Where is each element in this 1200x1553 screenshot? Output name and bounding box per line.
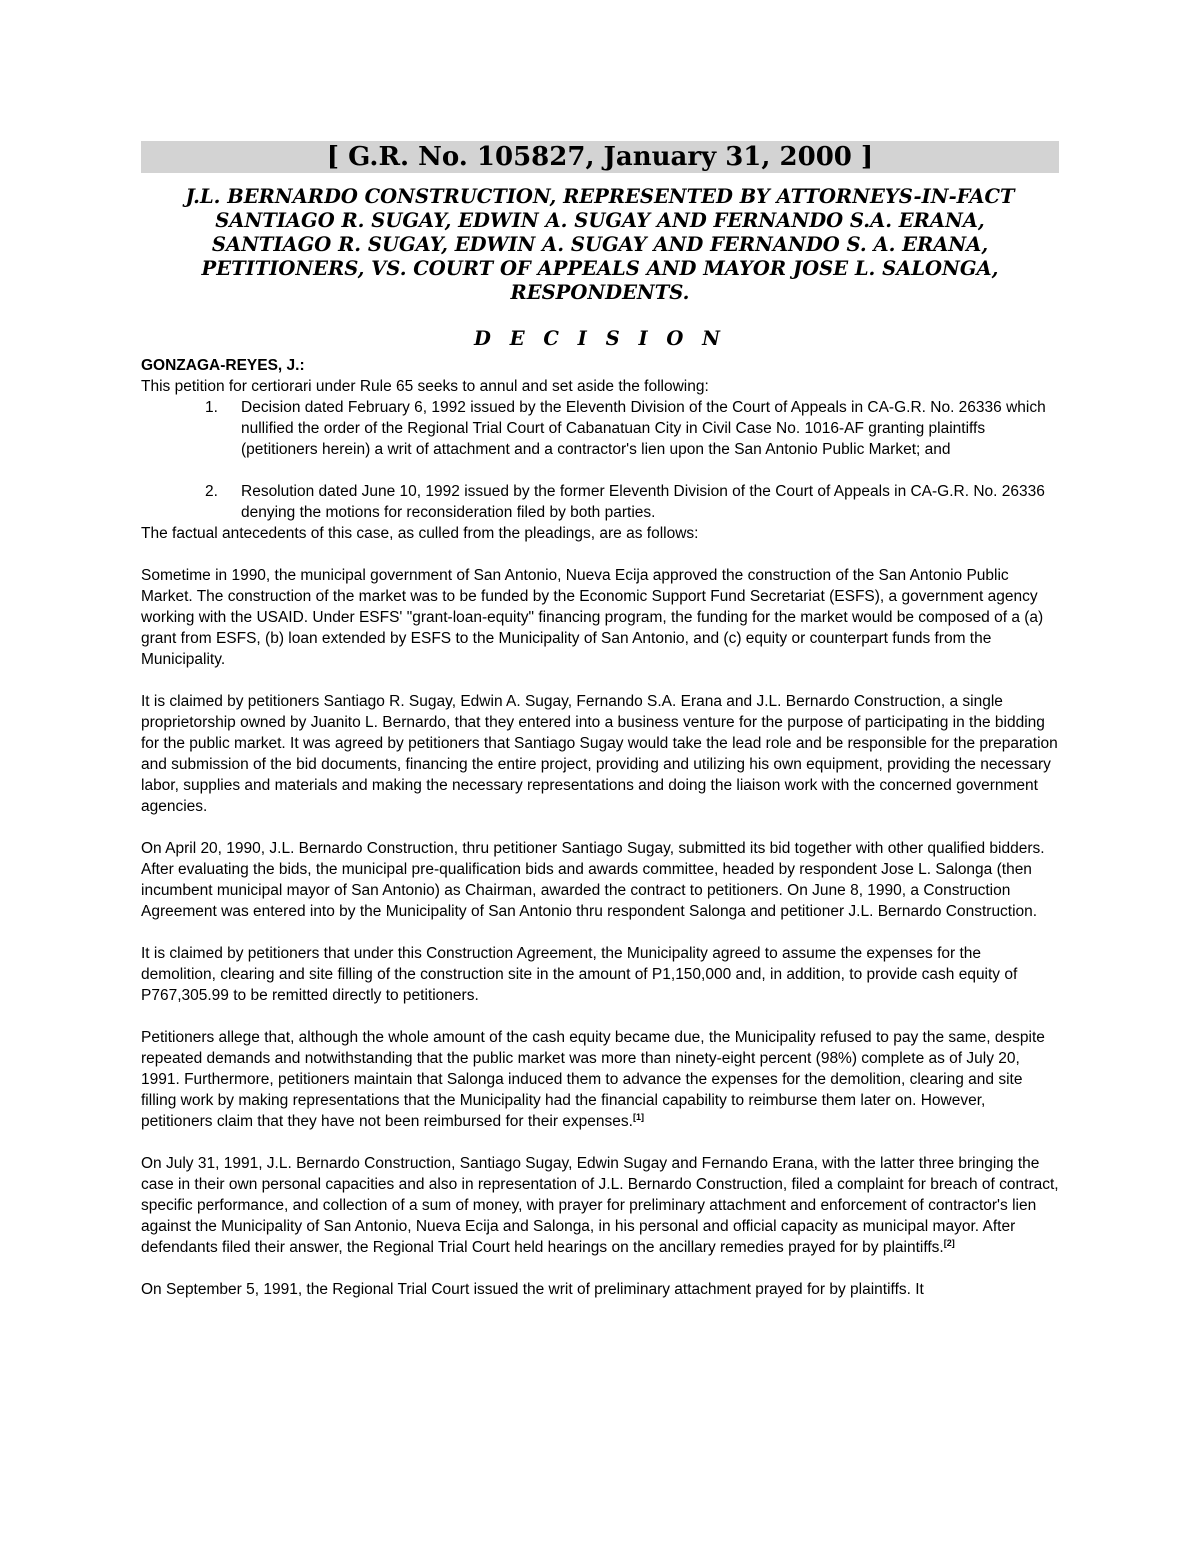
parties-line: RESPONDENTS. (510, 281, 690, 304)
annulled-items-list (141, 397, 1059, 523)
parties-line: SANTIAGO R. SUGAY, EDWIN A. SUGAY AND FERNANDO S. A. ERANA, (211, 233, 989, 256)
ponente: GONZAGA-REYES, J.: (141, 357, 305, 374)
antecedents-intro: The factual antecedents of this case, as culled from the pleadings, are as follows: (141, 525, 699, 542)
parties-line: J.L. BERNARDO CONSTRUCTION, REPRESENTED BY ATTORNEYS-IN-FACT (185, 185, 1015, 208)
paragraph: On April 20, 1990, J.L. Bernardo Construction, thru petitioner Santiago Sugay, submitted its bid together with other qualified bidders. After evaluating the bids, the municipal pre-qualification bids and awards committee, headed by respondent Jose L. Salonga (then incumbent municipal mayor of San Antonio) as Chairman, awarded the contract to petitioners. On June 8, 1990, a Construction Agreement was entered into by the Municipality of San Antonio thru respondent Salonga and petitioner J.L. Bernardo Construction. (141, 840, 1045, 920)
case-number-header: [ G.R. No. 105827, January 31, 2000 ] (141, 141, 1059, 173)
paragraph-text: Petitioners allege that, although the whole amount of the cash equity became due, the Municipality refused to pay the same, despite repeated demands and notwithstanding that the public market was more than ninety-eight percent (98%) complete as of July 20, 1991. Furthermore, petitioners maintain that Salonga induced them to advance the expenses for the demolition, clearing and site filling work by making representations that the Municipality had the financial capability to reimburse them later on. However, petitioners claim that they have not been reimbursed for their expenses. (141, 1029, 1045, 1130)
intro-paragraph: This petition for certiorari under Rule 65 seeks to annul and set aside the following: (141, 378, 709, 395)
decision-body (141, 376, 1059, 1300)
case-parties (141, 185, 1059, 305)
parties-line: PETITIONERS, VS. COURT OF APPEALS AND MAYOR JOSE L. SALONGA, (201, 257, 999, 280)
decision-title: D E C I S I O N (474, 327, 726, 350)
paragraph-text: On July 31, 1991, J.L. Bernardo Construction, Santiago Sugay, Edwin Sugay and Fernando Erana, with the latter three bringing the case in their own personal capacities and also in representation of J.L. Bernardo Construction, filed a complaint for breach of contract, specific performance, and collection of a sum of money, with prayer for preliminary attachment and enforcement of contractor's lien against the Municipality of San Antonio, Nueva Ecija and Salonga, in his personal and official capacity as municipal mayor. After defendants filed their answer, the Regional Trial Court held hearings on the ancillary remedies prayed for by plaintiffs. (141, 1155, 1059, 1256)
paragraph (141, 1153, 1059, 1258)
footnote-ref[interactable]: [2] (943, 1237, 955, 1248)
list-item-number: 1. (205, 399, 218, 416)
paragraph (141, 1027, 1059, 1132)
paragraph: On September 5, 1991, the Regional Trial Court issued the writ of preliminary attachment prayed for by plaintiffs. It (141, 1281, 924, 1298)
decision-document (141, 141, 1059, 1300)
footnote-ref[interactable]: [1] (632, 1111, 644, 1122)
paragraph: It is claimed by petitioners that under this Construction Agreement, the Municipality agreed to assume the expenses for the demolition, clearing and site filling of the construction site in the amount of P1,150,000 and, in addition, to provide cash equity of P767,305.99 to be remitted directly to petitioners. (141, 945, 1018, 1004)
list-item-number: 2. (205, 483, 218, 500)
paragraph: Sometime in 1990, the municipal government of San Antonio, Nueva Ecija approved the construction of the San Antonio Public Market. The construction of the market was to be funded by the Economic Support Fund Secretariat (ESFS), a government agency working with the USAID. Under ESFS' "grant-loan-equity" financing program, the funding for the market would be composed of a (a) grant from ESFS, (b) loan extended by ESFS to the Municipality of San Antonio, and (c) equity or counterpart funds from the Municipality. (141, 567, 1044, 668)
paragraph: It is claimed by petitioners Santiago R. Sugay, Edwin A. Sugay, Fernando S.A. Erana and J.L. Bernardo Construction, a single proprietorship owned by Juanito L. Bernardo, that they entered into a business venture for the purpose of participating in the bidding for the public market. It was agreed by petitioners that Santiago Sugay would take the lead role and be responsible for the preparation and submission of the bid documents, financing the entire project, providing and utilizing his own equipment, providing the necessary labor, supplies and materials and making the necessary representations and doing the liaison work with the concerned government agencies. (141, 693, 1058, 815)
list-item-text: Resolution dated June 10, 1992 issued by the former Eleventh Division of the Court of Appeals in CA-G.R. No. 26336 denying the motions for reconsideration filed by both parties. (241, 483, 1045, 521)
list-item (141, 481, 1059, 523)
list-item (141, 397, 1059, 460)
parties-line: SANTIAGO R. SUGAY, EDWIN A. SUGAY AND FERNANDO S.A. ERANA, (215, 209, 985, 232)
list-item-text: Decision dated February 6, 1992 issued by the Eleventh Division of the Court of Appeals in CA-G.R. No. 26336 which nullified the order of the Regional Trial Court of Cabanatuan City in Civil Case No. 1016-AF granting plaintiffs (petitioners herein) a writ of attachment and a contractor's lien upon the San Antonio Public Market; and (241, 399, 1046, 458)
